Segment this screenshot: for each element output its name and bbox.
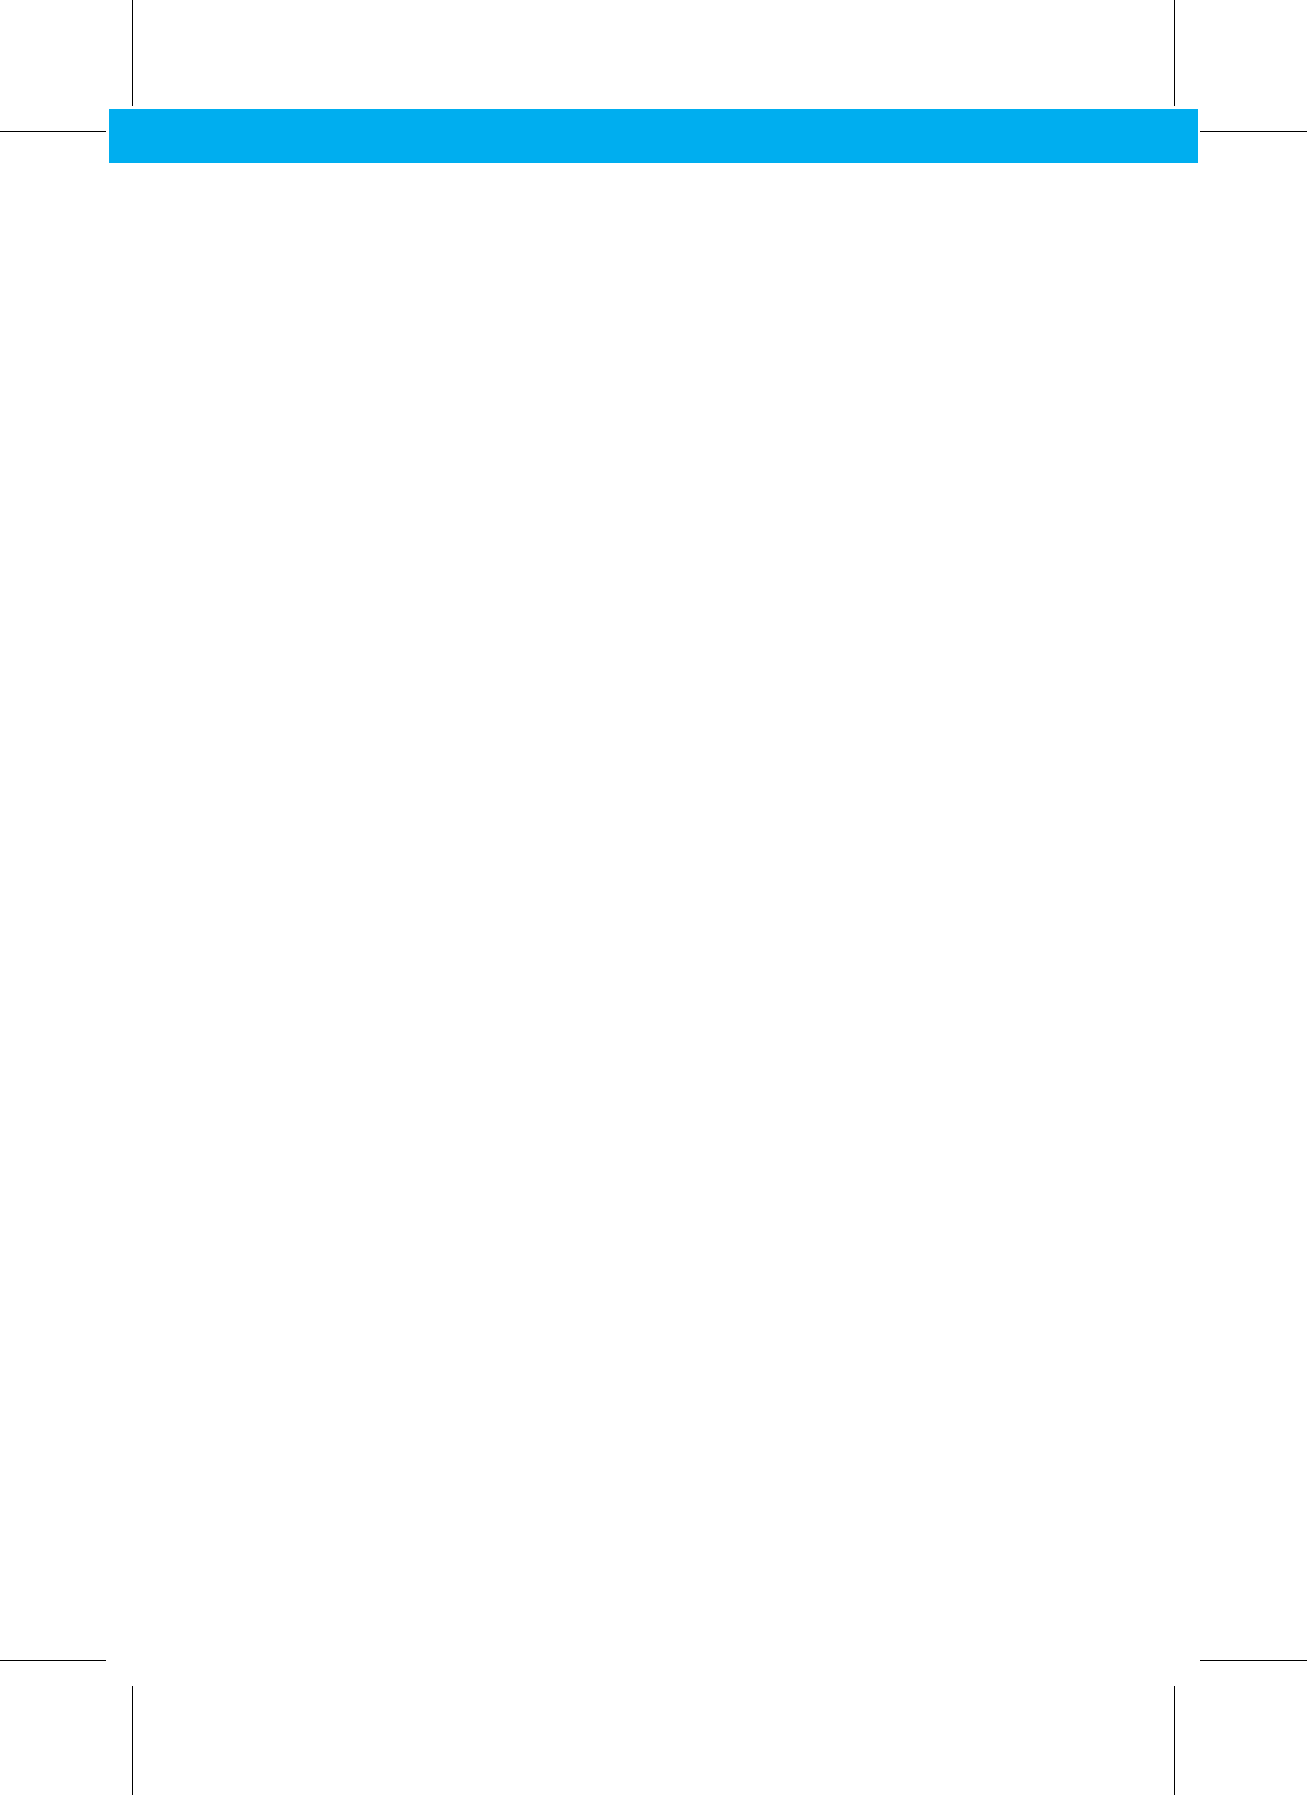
crop-mark <box>1200 131 1307 132</box>
crop-mark <box>0 131 106 132</box>
crop-mark <box>132 1686 133 1795</box>
crop-mark <box>1174 1686 1175 1795</box>
page-content <box>189 207 1149 240</box>
crop-mark <box>1200 1660 1307 1661</box>
crop-mark <box>1174 0 1175 106</box>
header-band <box>109 109 1198 163</box>
crop-mark <box>0 1660 106 1661</box>
crop-mark <box>132 0 133 106</box>
